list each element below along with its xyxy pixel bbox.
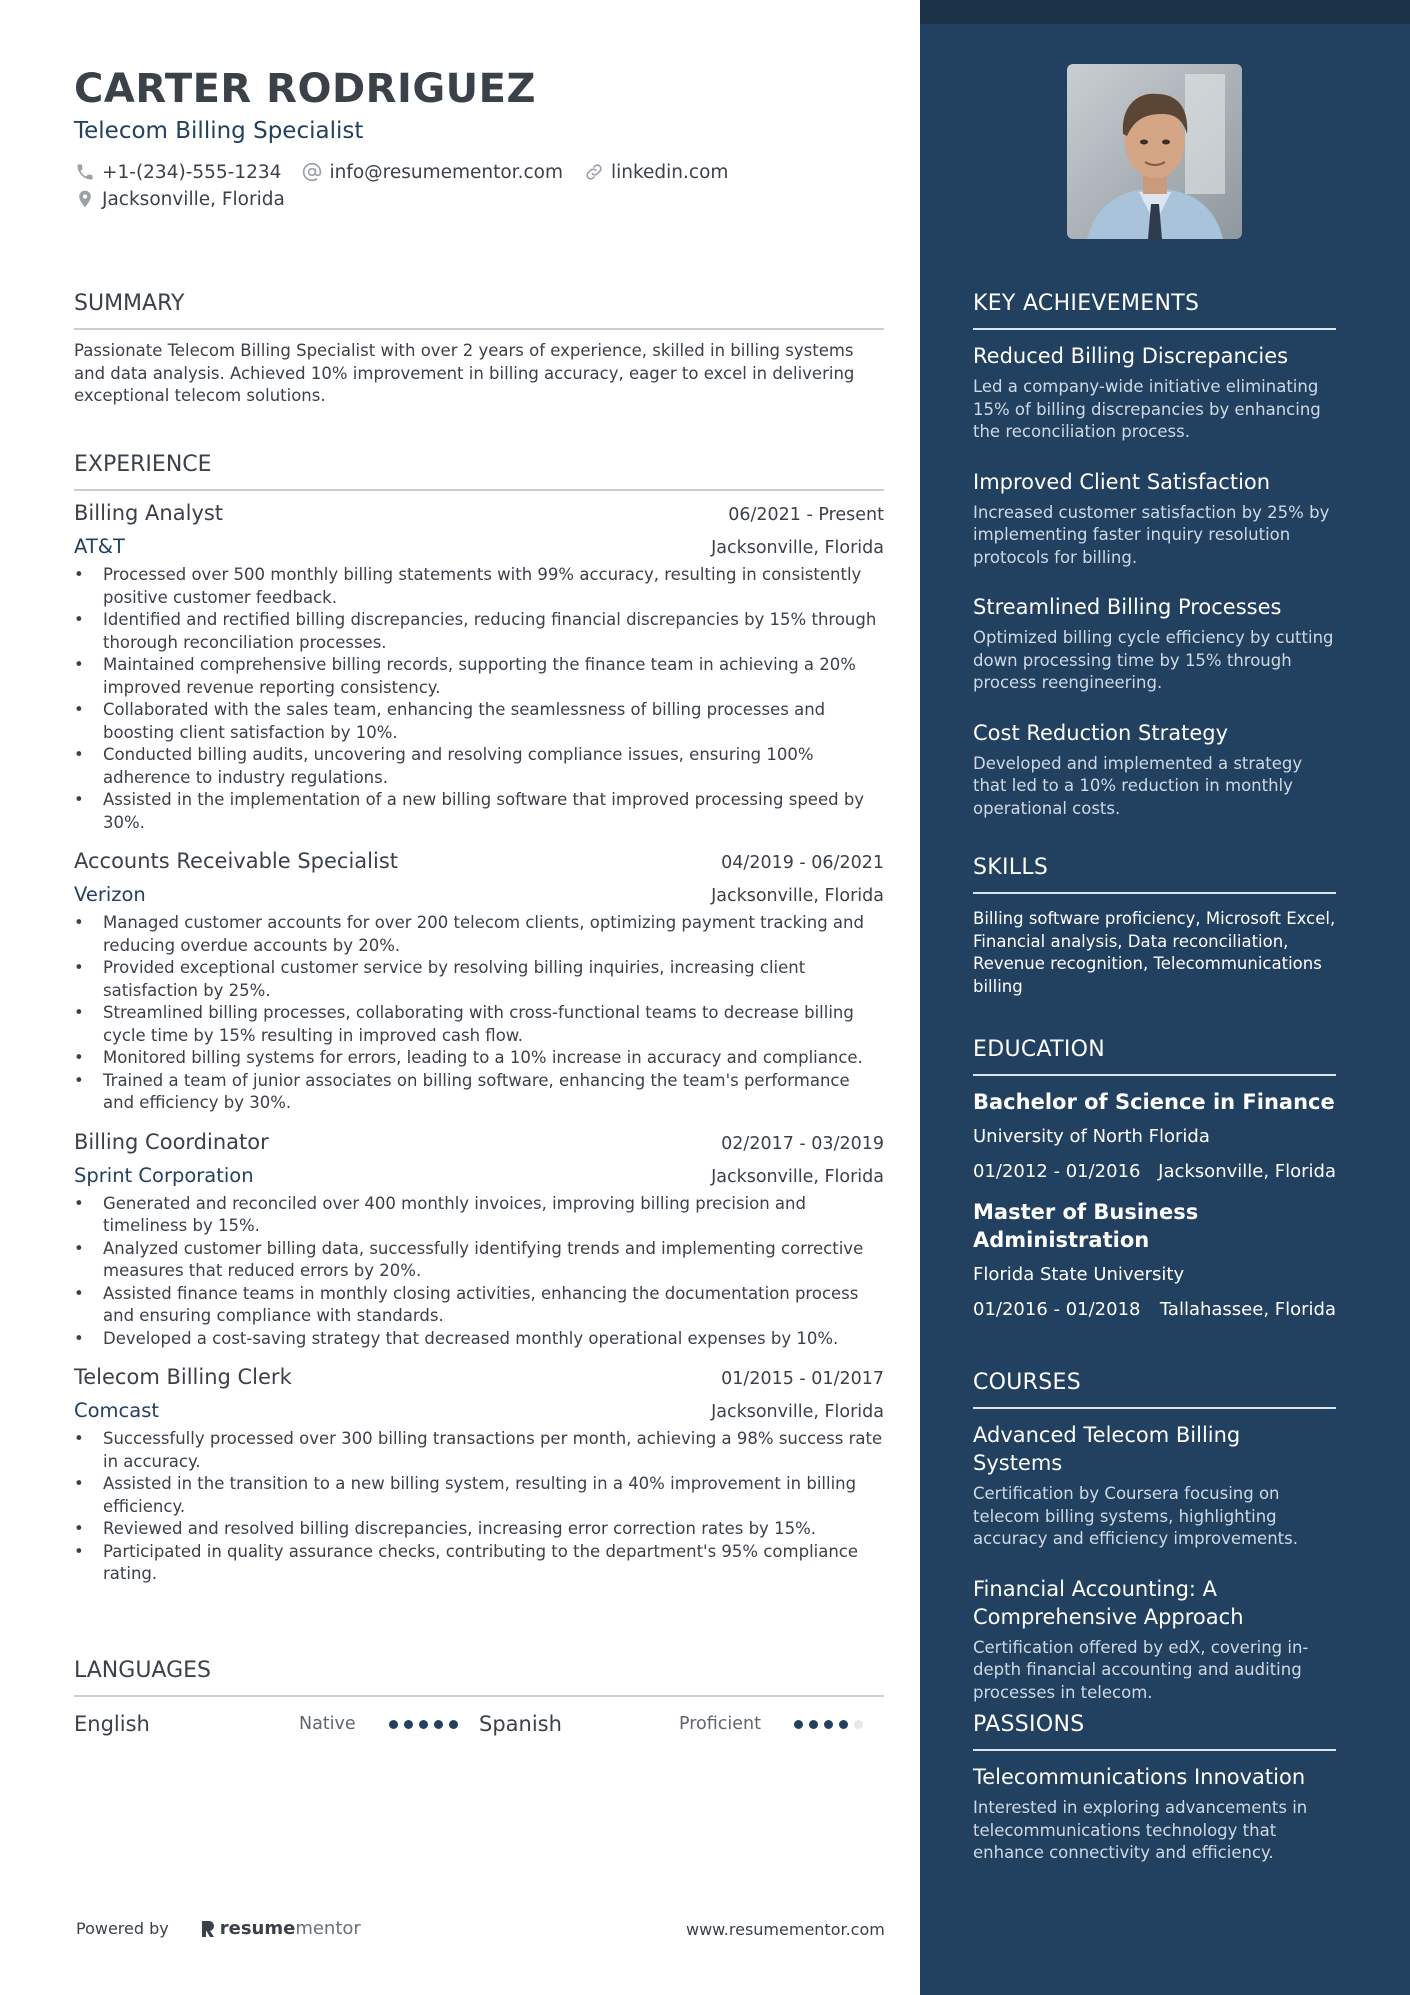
passion-desc: Interested in exploring advancements in telecommunications technology that enhance connectivity and efficiency. bbox=[973, 1798, 1308, 1862]
candidate-name: CARTER RODRIGUEZ bbox=[74, 66, 536, 112]
profile-photo bbox=[1067, 64, 1242, 239]
experience-title: EXPERIENCE bbox=[74, 452, 884, 491]
bullet-item: • Processed over 500 monthly billing statements with 99% accuracy, resulting in consistently positive customer feedback. bbox=[74, 564, 884, 609]
skills-text: Billing software proficiency, Microsoft Excel, Financial analysis, Data reconciliation, Revenue recognition, Telecommunications billing bbox=[973, 909, 1336, 996]
achievement-title: Reduced Billing Discrepancies bbox=[973, 344, 1289, 368]
job-entry bbox=[74, 849, 884, 1115]
language-item bbox=[479, 1712, 884, 1736]
bullet-item: • Reviewed and resolved billing discrepancies, increasing error correction rates by 15%. bbox=[74, 1518, 884, 1541]
education-location: Tallahassee, Florida bbox=[1159, 1299, 1336, 1320]
course-desc: Certification by Coursera focusing on telecom billing systems, highlighting accuracy and efficiency improvements. bbox=[973, 1484, 1298, 1548]
passion-title: Telecommunications Innovation bbox=[973, 1765, 1306, 1789]
location-row bbox=[74, 188, 285, 210]
job-location: Jacksonville, Florida bbox=[711, 886, 884, 906]
achievement-desc: Developed and implemented a strategy that led to a 10% reduction in monthly operational costs. bbox=[973, 753, 1303, 818]
rating-dot bbox=[794, 1720, 803, 1729]
summary-title: SUMMARY bbox=[74, 291, 884, 330]
achievements-section bbox=[973, 291, 1336, 820]
language-level: Native bbox=[299, 1714, 356, 1734]
bullet-item: • Analyzed customer billing data, successfully identifying trends and implementing corrective measures that reduced errors by 20%. bbox=[74, 1238, 884, 1283]
job-bullets bbox=[74, 1193, 884, 1351]
job-location: Jacksonville, Florida bbox=[711, 1402, 884, 1422]
bullet-item: • Monitored billing systems for errors, leading to a 10% increase in accuracy and compliance. bbox=[74, 1047, 884, 1070]
education-item bbox=[973, 1198, 1336, 1320]
logo-mark-icon bbox=[199, 1919, 217, 1939]
sidebar-top-band bbox=[920, 0, 1410, 24]
achievement-desc: Optimized billing cycle efficiency by cutting down processing time by 15% through process reengineering. bbox=[973, 628, 1334, 692]
course-item bbox=[973, 1575, 1336, 1705]
education-school: University of North Florida bbox=[973, 1126, 1210, 1147]
at-icon bbox=[301, 161, 323, 183]
phone-icon bbox=[74, 161, 96, 183]
bullet-item: • Collaborated with the sales team, enhancing the seamlessness of billing processes and boosting client satisfaction by 10%. bbox=[74, 699, 884, 744]
bullet-item: • Developed a cost-saving strategy that decreased monthly operational expenses by 10%. bbox=[74, 1328, 884, 1351]
bullet-item: • Streamlined billing processes, collaborating with cross-functional teams to decrease billing cycle time by 15% resulting in improved cash flow. bbox=[74, 1002, 884, 1047]
achievement-title: Streamlined Billing Processes bbox=[973, 595, 1282, 619]
education-section bbox=[973, 1037, 1336, 1320]
education-title: EDUCATION bbox=[973, 1037, 1336, 1076]
job-entry bbox=[74, 1130, 884, 1351]
job-bullets bbox=[74, 564, 884, 834]
summary-text: Passionate Telecom Billing Specialist with over 2 years of experience, skilled in billing systems and data analysis. Achieved 10% improvement in billing accuracy, eager to excel in delivering exceptional telecom solutions. bbox=[74, 341, 855, 405]
job-entry bbox=[74, 1365, 884, 1586]
education-dates: 01/2016 - 01/2018 bbox=[973, 1299, 1141, 1320]
bullet-item: • Maintained comprehensive billing records, supporting the finance team in achieving a 20% improved revenue reporting consistency. bbox=[74, 654, 884, 699]
rating-dot bbox=[809, 1720, 818, 1729]
rating-dot bbox=[389, 1720, 398, 1729]
rating-dot bbox=[419, 1720, 428, 1729]
languages-title: LANGUAGES bbox=[74, 1658, 884, 1697]
job-company: AT&T bbox=[74, 535, 125, 558]
achievement-desc: Increased customer satisfaction by 25% by implementing faster inquiry resolution protocols for billing. bbox=[973, 502, 1330, 567]
course-title: Advanced Telecom Billing Systems bbox=[973, 1423, 1241, 1475]
achievement-item bbox=[973, 719, 1336, 821]
achievement-item bbox=[973, 342, 1336, 444]
language-name: Spanish bbox=[479, 1712, 562, 1736]
bullet-item: • Successfully processed over 300 billing transactions per month, achieving a 98% success rate in accuracy. bbox=[74, 1428, 884, 1473]
link-icon bbox=[583, 161, 605, 183]
achievement-title: Cost Reduction Strategy bbox=[973, 720, 1228, 745]
job-company: Verizon bbox=[74, 883, 146, 906]
achievements-title: KEY ACHIEVEMENTS bbox=[973, 291, 1336, 330]
bullet-item: • Assisted in the implementation of a new billing software that improved processing speed by 30%. bbox=[74, 789, 884, 834]
skills-title: SKILLS bbox=[973, 855, 1336, 894]
resumementor-logo[interactable] bbox=[199, 1918, 361, 1939]
logo-resume-text: resume bbox=[219, 1918, 296, 1939]
job-company: Comcast bbox=[74, 1399, 160, 1422]
sidebar bbox=[920, 0, 1410, 1995]
footer-powered bbox=[76, 1918, 361, 1939]
phone-text[interactable]: +1-(234)-555-1234 bbox=[102, 161, 282, 183]
job-company: Sprint Corporation bbox=[74, 1163, 254, 1187]
candidate-role: Telecom Billing Specialist bbox=[74, 118, 364, 144]
job-entry bbox=[74, 501, 884, 834]
education-degree: Bachelor of Science in Finance bbox=[973, 1090, 1335, 1114]
bullet-item: • Identified and rectified billing discrepancies, reducing financial discrepancies by 15% through thorough reconciliation processes. bbox=[74, 609, 884, 654]
powered-by-text: Powered by bbox=[76, 1919, 169, 1938]
bullet-item: • Generated and reconciled over 400 monthly invoices, improving billing precision and timeliness by 15%. bbox=[74, 1193, 884, 1238]
skills-section bbox=[973, 855, 1336, 998]
bullet-item: • Assisted finance teams in monthly closing activities, enhancing the documentation process and ensuring compliance with standards. bbox=[74, 1283, 884, 1328]
achievement-title: Improved Client Satisfaction bbox=[973, 469, 1271, 494]
achievement-item bbox=[973, 593, 1336, 695]
course-desc: Certification offered by edX, covering in-depth financial accounting and auditing processes in telecom. bbox=[973, 1637, 1309, 1702]
languages-section bbox=[74, 1658, 884, 1747]
footer-website[interactable]: www.resumementor.com bbox=[686, 1920, 885, 1939]
language-rating bbox=[794, 1720, 863, 1729]
language-item bbox=[74, 1712, 479, 1736]
education-dates: 01/2012 - 01/2016 bbox=[973, 1161, 1141, 1182]
job-dates: 04/2019 - 06/2021 bbox=[721, 853, 884, 873]
bullet-item: • Conducted billing audits, uncovering and resolving compliance issues, ensuring 100% adherence to industry regulations. bbox=[74, 744, 884, 789]
languages-row bbox=[74, 1701, 884, 1747]
rating-dot bbox=[839, 1720, 848, 1729]
bullet-item: • Assisted in the transition to a new billing system, resulting in a 40% improvement in billing efficiency. bbox=[74, 1473, 884, 1518]
bullet-item: • Provided exceptional customer service by resolving billing inquiries, increasing client satisfaction by 25%. bbox=[74, 957, 884, 1002]
job-location: Jacksonville, Florida bbox=[711, 538, 884, 558]
linkedin-link[interactable]: linkedin.com bbox=[610, 161, 729, 183]
passions-title: PASSIONS bbox=[973, 1712, 1336, 1751]
education-item bbox=[973, 1088, 1336, 1182]
experience-section bbox=[74, 452, 884, 1586]
job-location: Jacksonville, Florida bbox=[711, 1166, 884, 1187]
education-school: Florida State University bbox=[973, 1264, 1185, 1285]
job-title: Billing Analyst bbox=[74, 501, 224, 525]
email-link[interactable]: info@resumementor.com bbox=[329, 161, 563, 183]
language-level: Proficient bbox=[679, 1714, 761, 1734]
location-pin-icon bbox=[74, 188, 96, 210]
education-degree: Master of Business Administration bbox=[973, 1200, 1199, 1252]
rating-dot bbox=[404, 1720, 413, 1729]
job-dates: 02/2017 - 03/2019 bbox=[721, 1133, 884, 1154]
location-text: Jacksonville, Florida bbox=[102, 188, 285, 210]
language-rating bbox=[389, 1720, 458, 1729]
bullet-item: • Participated in quality assurance checks, contributing to the department's 95% compliance rating. bbox=[74, 1541, 884, 1586]
passion-item bbox=[973, 1763, 1336, 1865]
rating-dot bbox=[854, 1720, 863, 1729]
course-item bbox=[973, 1421, 1336, 1551]
job-title: Billing Coordinator bbox=[74, 1129, 269, 1154]
rating-dot bbox=[824, 1720, 833, 1729]
courses-section bbox=[973, 1370, 1336, 1704]
job-dates: 06/2021 - Present bbox=[728, 505, 884, 525]
rating-dot bbox=[449, 1720, 458, 1729]
achievement-item bbox=[973, 468, 1336, 570]
job-bullets bbox=[74, 1428, 884, 1586]
education-location: Jacksonville, Florida bbox=[1158, 1161, 1336, 1182]
job-bullets bbox=[74, 912, 884, 1115]
achievement-desc: Led a company-wide initiative eliminating 15% of billing discrepancies by enhancing the reconciliation process. bbox=[973, 377, 1321, 441]
job-title: Telecom Billing Clerk bbox=[74, 1365, 292, 1389]
bullet-item: • Managed customer accounts for over 200 telecom clients, optimizing payment tracking and reducing overdue accounts by 20%. bbox=[74, 912, 884, 957]
passions-section bbox=[973, 1712, 1336, 1865]
job-dates: 01/2015 - 01/2017 bbox=[721, 1369, 884, 1389]
contact-row bbox=[74, 161, 728, 183]
course-title: Financial Accounting: A Comprehensive Approach bbox=[973, 1576, 1244, 1629]
logo-mentor-text: mentor bbox=[295, 1918, 361, 1939]
rating-dot bbox=[434, 1720, 443, 1729]
bullet-item: • Trained a team of junior associates on billing software, enhancing the team's performance and efficiency by 30%. bbox=[74, 1070, 884, 1115]
courses-title: COURSES bbox=[973, 1370, 1336, 1409]
summary-section bbox=[74, 291, 884, 408]
job-title: Accounts Receivable Specialist bbox=[74, 849, 399, 873]
language-name: English bbox=[74, 1712, 150, 1736]
